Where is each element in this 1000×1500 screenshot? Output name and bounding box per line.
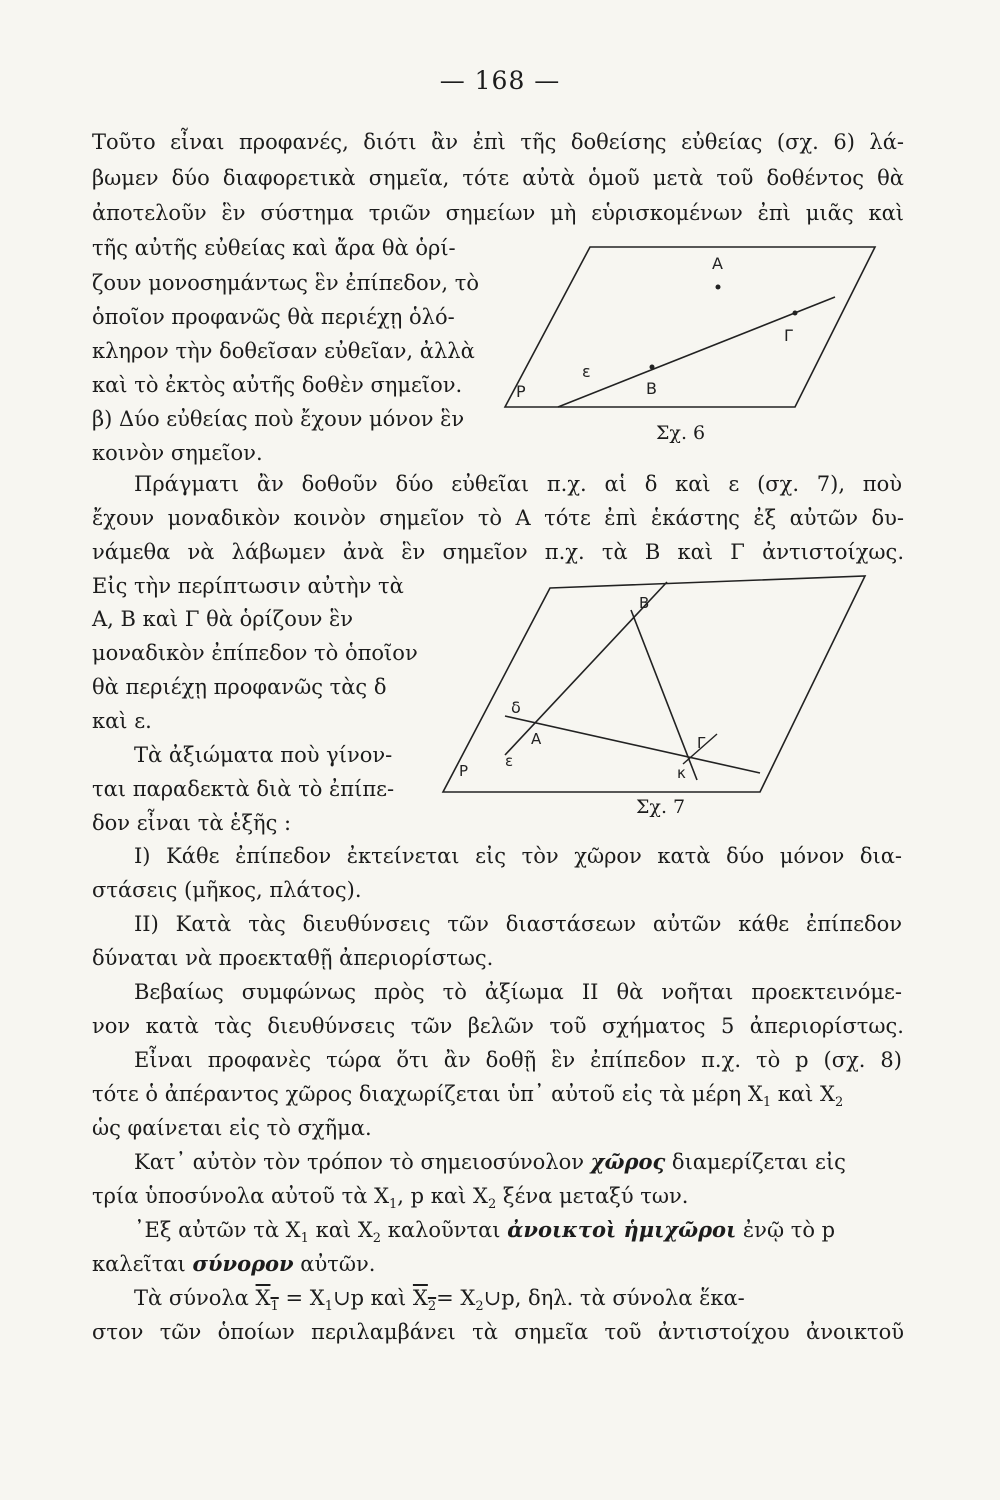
text-run: ∪p καὶ — [332, 1286, 413, 1310]
text-run: καὶ Χ — [771, 1082, 835, 1106]
label-g: Γ — [697, 734, 706, 752]
label-b: B — [646, 379, 657, 398]
point-g — [793, 311, 798, 316]
text-line: Τοῦτο εἶναι προφανές, διότι ἂν ἐπὶ τῆς δοθείσης εὐθείας (σχ. 6) λά- — [92, 130, 904, 154]
label-e: ε — [505, 752, 514, 770]
text-line: καὶ τὸ ἐκτὸς αὐτῆς δοθὲν σημεῖον. — [92, 373, 463, 397]
text-line: δύναται νὰ προεκταθῇ ἀπεριορίστως. — [92, 946, 494, 970]
text-line: κληρον τὴν δοθεῖσαν εὐθεῖαν, ἀλλὰ — [92, 339, 475, 363]
text-run: ἐνῷ τὸ p — [736, 1218, 836, 1242]
text-line: στάσεις (μῆκος, πλάτος). — [92, 878, 362, 902]
emphasis: σύνορον — [192, 1251, 294, 1276]
text-line: Α, Β καὶ Γ θὰ ὁρίζουν ἓν — [92, 607, 354, 631]
text-run: τρία ὑποσύνολα αὐτοῦ τὰ Χ — [92, 1184, 390, 1208]
subscript: 1 — [762, 1095, 772, 1111]
text-run: Τὰ σύνολα — [134, 1286, 256, 1310]
line-ag — [527, 723, 703, 768]
text-line — [134, 1147, 846, 1177]
label-p: P — [459, 762, 469, 780]
text-run: ᾽Εξ αὐτῶν τὰ Χ — [134, 1218, 301, 1242]
text-line: Πράγματι ἂν δοθοῦν δύο εὐθεῖαι π.χ. αἱ δ καὶ ε (σχ. 7), ποὺ — [134, 472, 902, 496]
text-line: ὡς φαίνεται εἰς τὸ σχῆμα. — [92, 1116, 372, 1140]
point-b — [650, 365, 655, 370]
text-run: , p καὶ Χ — [397, 1184, 488, 1208]
text-run: Κατ᾽ αὐτὸν τὸν τρόπον τὸ σημειοσύνολον — [134, 1150, 591, 1174]
label-a: A — [712, 254, 723, 273]
subscript: 2 — [475, 1299, 484, 1315]
text-run: = Χ — [278, 1286, 325, 1310]
text-run: καλεῖται — [92, 1252, 193, 1276]
point-a — [716, 285, 721, 290]
figure-7 — [435, 568, 885, 798]
text-line — [92, 1249, 375, 1279]
page-number: — 168 — — [439, 66, 561, 95]
text-run: ξένα μεταξύ των. — [496, 1184, 689, 1208]
text-line: τῆς αὐτῆς εὐθείας καὶ ἄρα θὰ ὁρί- — [92, 236, 456, 260]
overline-x2: $X_2$ — [412, 1286, 437, 1315]
text-run: καλοῦνται — [381, 1218, 508, 1242]
figure-6-caption: Σχ. 6 — [656, 422, 706, 444]
text-line: ἀποτελοῦν ἓν σύστημα τριῶν σημείων μὴ εὑρισκομένων ἐπὶ μιᾶς καὶ — [92, 201, 904, 225]
line-epsilon — [505, 716, 760, 773]
subscript: 1 — [389, 1197, 398, 1213]
text-line: μοναδικὸν ἐπίπεδον τὸ ὁποῖον — [92, 641, 418, 665]
text-line: δον εἶναι τὰ ἑξῆς : — [92, 811, 292, 835]
text-line: ζουν μονοσημάντως ἓν ἐπίπεδον, τὸ — [92, 271, 479, 295]
text-line: θὰ περιέχῃ προφανῶς τὰς δ — [92, 675, 387, 699]
text-run: διαμερίζεται εἰς — [665, 1150, 846, 1174]
figure-7-caption: Σχ. 7 — [636, 796, 686, 818]
text-line: ὁποῖον προφανῶς θὰ περιέχῃ ὁλό- — [92, 305, 455, 329]
text-line: καὶ ε. — [92, 709, 152, 733]
text-run: αὐτῶν. — [293, 1252, 376, 1276]
text-line: νάμεθα νὰ λάβωμεν ἀνὰ ἓν σημεῖον π.χ. τὰ Β καὶ Γ ἀντιστοίχως. — [92, 540, 904, 564]
label-a: A — [531, 730, 542, 748]
text-line: Τὰ ἀξιώματα ποὺ γίνον- — [134, 743, 393, 767]
text-run: τότε ὁ ἀπέραντος χῶρος διαχωρίζεται ὑπ᾽ αὐτοῦ εἰς τὰ μέρη Χ — [92, 1082, 763, 1106]
overline-x1: $X_1$ — [255, 1286, 279, 1315]
plane-polygon — [505, 247, 875, 407]
label-k: κ — [677, 764, 686, 782]
line-bg — [631, 610, 697, 780]
subscript: 2 — [427, 1299, 437, 1315]
subscript: 1 — [324, 1299, 333, 1315]
label-p: P — [516, 382, 526, 401]
text-line: βωμεν δύο διαφορετικὰ σημεῖα, τότε αὐτὰ ὁμοῦ μετὰ τοῦ δοθέντος θὰ — [92, 166, 904, 190]
subscript: 2 — [834, 1095, 844, 1111]
text-line: β) Δύο εὐθείας ποὺ ἔχουν μόνον ἓν — [92, 407, 465, 431]
subscript: 1 — [270, 1299, 279, 1315]
text-line: Βεβαίως συμφώνως πρὸς τὸ ἀξίωμα ΙΙ θὰ νοῆται προεκτεινόμε- — [134, 980, 902, 1004]
text-line: Εἰς τὴν περίπτωσιν αὐτὴν τὰ — [92, 574, 404, 598]
figure-6 — [490, 235, 890, 420]
text-line: ἔχουν μοναδικὸν κοινὸν σημεῖον τὸ Α τότε ἐπὶ ἑκάστης ἐξ αὐτῶν δυ- — [92, 506, 904, 530]
text-line: νον κατὰ τὰς διευθύνσεις τῶν βελῶν τοῦ σχήματος 5 ἀπεριορίστως. — [92, 1014, 904, 1038]
text-line: ται παραδεκτὰ διὰ τὸ ἐπίπε- — [92, 777, 395, 801]
subscript: 1 — [300, 1231, 309, 1247]
text-run: ∪p, δηλ. τὰ σύνολα ἕκα- — [483, 1286, 745, 1310]
text-line: κοινὸν σημεῖον. — [92, 441, 263, 465]
text-run: = Χ — [436, 1286, 476, 1310]
subscript: 2 — [372, 1231, 382, 1247]
text-line: Ι) Κάθε ἐπίπεδον ἐκτείνεται εἰς τὸν χῶρον κατὰ δύο μόνον δια- — [134, 844, 902, 868]
text-run: καὶ Χ — [308, 1218, 373, 1242]
label-e: ε — [582, 362, 591, 381]
emphasis: χῶρος — [590, 1149, 666, 1174]
label-b: B — [639, 594, 650, 612]
emphasis: ἀνοικτοὶ ἡμιχῶροι — [507, 1217, 737, 1242]
subscript: 2 — [487, 1197, 497, 1213]
text-line: ΙΙ) Κατὰ τὰς διευθύνσεις τῶν διαστάσεων αὐτῶν κάθε ἐπίπεδον — [134, 912, 902, 936]
text-line: στον τῶν ὁποίων περιλαμβάνει τὰ σημεῖα τοῦ ἀντιστοίχου ἀνοικτοῦ — [92, 1320, 904, 1344]
text-line: Εἶναι προφανὲς τώρα ὅτι ἂν δοθῇ ἓν ἐπίπεδον π.χ. τὸ p (σχ. 8) — [134, 1048, 902, 1072]
label-g: Γ — [784, 326, 793, 345]
label-d: δ — [511, 698, 521, 717]
